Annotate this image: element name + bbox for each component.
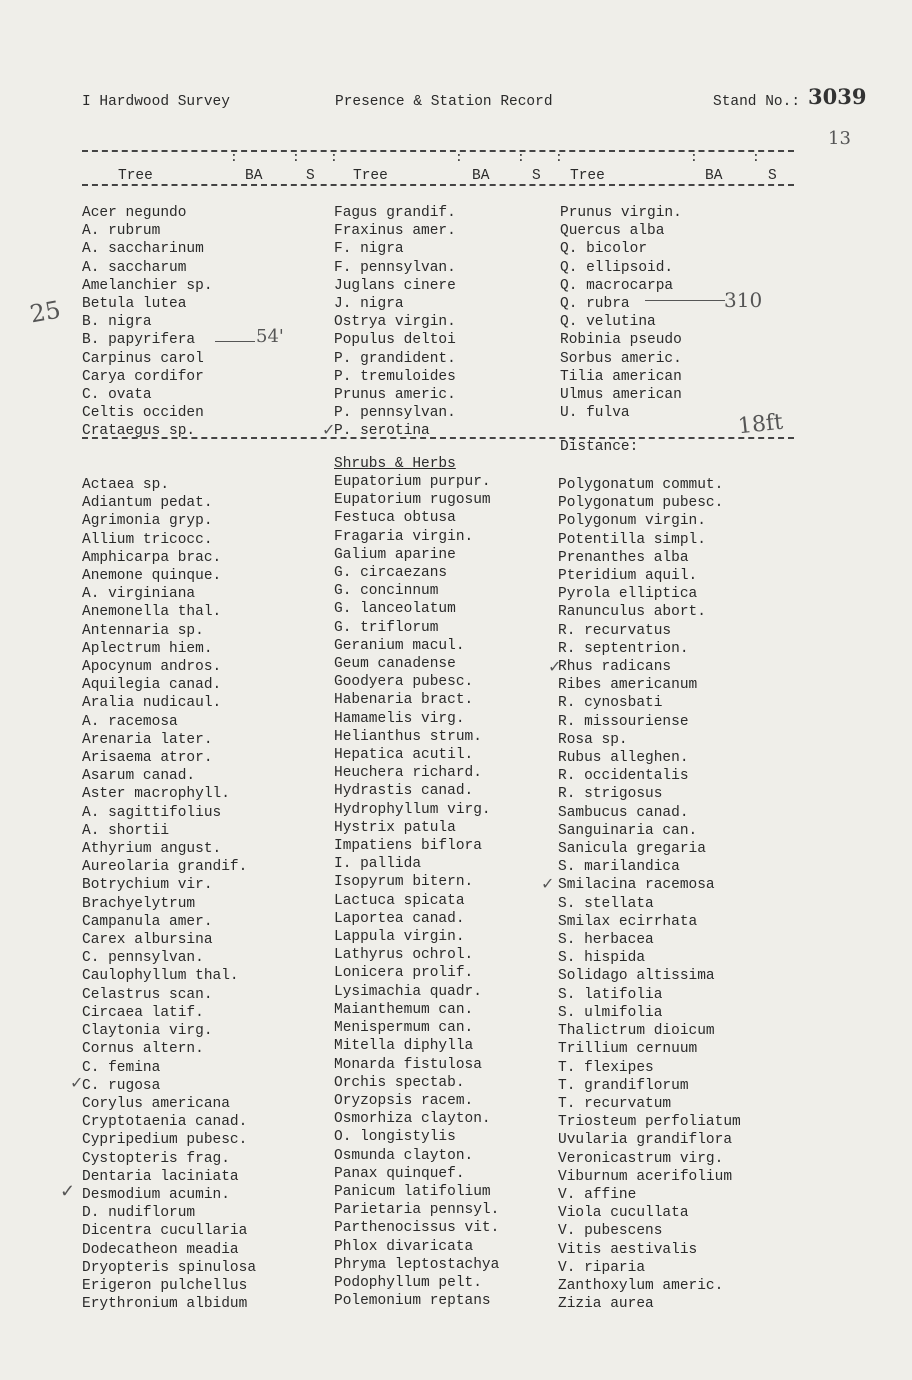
col-header-s-2: S bbox=[532, 168, 541, 184]
species-entry: Anemone quinque. bbox=[82, 568, 222, 585]
species-entry: Sambucus canad. bbox=[558, 804, 689, 821]
species-entry: Caulophyllum thal. bbox=[82, 968, 239, 985]
species-entry: Zizia aurea bbox=[558, 1296, 654, 1313]
species-entry: V. affine bbox=[558, 1186, 637, 1203]
species-entry: Campanula amer. bbox=[82, 913, 213, 930]
page-mark: 13 bbox=[828, 128, 851, 149]
species-entry: J. nigra bbox=[334, 296, 404, 313]
species-entry: Fragaria virgin. bbox=[334, 528, 474, 545]
species-entry: Q. ellipsoid. bbox=[560, 259, 674, 276]
species-entry: Sorbus americ. bbox=[560, 350, 682, 367]
species-entry: A. rubrum bbox=[82, 223, 161, 240]
species-entry: A. racemosa bbox=[82, 713, 178, 730]
species-entry: A. shortii bbox=[82, 822, 170, 839]
species-entry: Polygonum virgin. bbox=[558, 513, 706, 530]
species-entry: Acer negundo bbox=[82, 205, 187, 221]
header-rule-top bbox=[82, 150, 794, 152]
species-entry: Ulmus american bbox=[560, 387, 682, 404]
col-colon: : bbox=[292, 150, 300, 165]
species-entry: Crataegus sp. bbox=[82, 423, 196, 440]
species-entry: Galium aparine bbox=[334, 546, 456, 563]
species-entry: Vitis aestivalis bbox=[558, 1241, 698, 1258]
species-entry: Triosteum perfoliatum bbox=[558, 1114, 741, 1131]
stand-number: 3039 bbox=[808, 84, 867, 109]
species-entry: Allium tricocc. bbox=[82, 531, 213, 548]
species-entry: G. concinnum bbox=[334, 583, 439, 600]
species-entry: C. pennsylvan. bbox=[82, 950, 204, 967]
stand-label: Stand No.: bbox=[713, 94, 801, 110]
margin-note: 25 bbox=[27, 295, 63, 329]
col-header-ba-2: BA bbox=[472, 168, 490, 184]
species-entry: Rubus alleghen. bbox=[558, 750, 689, 767]
species-entry: Dentaria laciniata bbox=[82, 1168, 239, 1185]
species-entry: Rhus radicans bbox=[558, 659, 672, 676]
species-entry: Polemonium reptans bbox=[334, 1293, 491, 1310]
species-entry: Hydrophyllum virg. bbox=[334, 801, 491, 818]
species-entry: Eupatorium purpur. bbox=[334, 474, 491, 490]
species-entry: Betula lutea bbox=[82, 296, 187, 313]
species-entry: Smilacina racemosa bbox=[558, 877, 715, 894]
species-entry: Heuchera richard. bbox=[334, 765, 482, 782]
species-entry: Podophyllum pelt. bbox=[334, 1274, 482, 1291]
species-entry: R. missouriense bbox=[558, 713, 689, 730]
species-entry: Arenaria later. bbox=[82, 731, 213, 748]
species-entry: Eupatorium rugosum bbox=[334, 492, 491, 509]
species-entry: Oryzopsis racem. bbox=[334, 1092, 474, 1109]
species-entry: P. serotina bbox=[334, 423, 430, 440]
species-entry: U. fulva bbox=[560, 405, 630, 422]
species-entry: Hystrix patula bbox=[334, 819, 456, 836]
species-entry: V. pubescens bbox=[558, 1223, 663, 1240]
species-entry: Aplectrum hiem. bbox=[82, 640, 213, 657]
species-entry: Phryma leptostachya bbox=[334, 1256, 500, 1273]
species-entry: Aureolaria grandif. bbox=[82, 859, 248, 876]
species-entry: A. saccharinum bbox=[82, 241, 204, 258]
species-entry: Sanicula gregaria bbox=[558, 841, 706, 858]
species-entry: Aquilegia canad. bbox=[82, 677, 222, 694]
tree-list-1 bbox=[82, 204, 213, 441]
col-header-tree-3: Tree bbox=[570, 168, 605, 184]
col-header-s-1: S bbox=[306, 168, 315, 184]
species-entry: Agrimonia gryp. bbox=[82, 513, 213, 530]
species-entry: Celastrus scan. bbox=[82, 986, 213, 1003]
col-header-s-3: S bbox=[768, 168, 777, 184]
species-entry: Trillium cernuum bbox=[558, 1041, 698, 1058]
species-entry: Orchis spectab. bbox=[334, 1074, 465, 1091]
species-entry: Fagus grandif. bbox=[334, 205, 456, 221]
species-entry: Rosa sp. bbox=[558, 731, 628, 748]
species-entry: I. pallida bbox=[334, 856, 422, 873]
species-entry: Cypripedium pubesc. bbox=[82, 1132, 248, 1149]
species-entry: Zanthoxylum americ. bbox=[558, 1277, 724, 1294]
species-entry: Prunus americ. bbox=[334, 387, 456, 404]
species-entry: Populus deltoi bbox=[334, 332, 456, 349]
species-entry: Brachyelytrum bbox=[82, 895, 196, 912]
species-entry: Hamamelis virg. bbox=[334, 710, 465, 727]
species-entry: Q. bicolor bbox=[560, 241, 648, 258]
species-entry: B. papyrifera bbox=[82, 332, 196, 349]
species-entry: P. grandident. bbox=[334, 350, 456, 367]
species-entry: Isopyrum bitern. bbox=[334, 874, 474, 891]
tree-section-rule bbox=[82, 437, 794, 439]
species-entry: T. grandiflorum bbox=[558, 1077, 689, 1094]
species-entry: R. cynosbati bbox=[558, 695, 663, 712]
species-entry: Mitella diphylla bbox=[334, 1038, 474, 1055]
species-entry: Apocynum andros. bbox=[82, 659, 222, 676]
species-entry: Arisaema atror. bbox=[82, 750, 213, 767]
species-entry: Lonicera prolif. bbox=[334, 965, 474, 982]
species-entry: C. femina bbox=[82, 1059, 161, 1076]
species-entry: A. virginiana bbox=[82, 586, 196, 603]
species-entry: Laportea canad. bbox=[334, 910, 465, 927]
species-entry: Aster macrophyll. bbox=[82, 786, 230, 803]
species-entry: Erythronium albidum bbox=[82, 1296, 248, 1313]
species-entry: S. ulmifolia bbox=[558, 1004, 663, 1021]
species-entry: S. hispida bbox=[558, 950, 646, 967]
species-entry: Panicum latifolium bbox=[334, 1183, 491, 1200]
species-entry: Q. macrocarpa bbox=[560, 277, 674, 294]
species-entry: Lappula virgin. bbox=[334, 929, 465, 946]
species-entry: Dryopteris spinulosa bbox=[82, 1259, 257, 1276]
species-entry: F. nigra bbox=[334, 241, 404, 258]
species-entry: G. lanceolatum bbox=[334, 601, 456, 618]
col-colon: : bbox=[690, 150, 698, 165]
species-entry: Tilia american bbox=[560, 368, 682, 385]
species-entry: S. herbacea bbox=[558, 932, 654, 949]
species-entry: Juglans cinere bbox=[334, 277, 456, 294]
species-entry: Veronicastrum virg. bbox=[558, 1150, 724, 1167]
species-entry: Ranunculus abort. bbox=[558, 604, 706, 621]
species-entry: P. pennsylvan. bbox=[334, 405, 456, 422]
species-entry: Monarda fistulosa bbox=[334, 1056, 482, 1073]
species-entry: Geum canadense bbox=[334, 656, 456, 673]
species-entry: Carex albursina bbox=[82, 932, 213, 949]
species-entry: Corylus americana bbox=[82, 1095, 230, 1112]
header-rule-bottom bbox=[82, 184, 794, 186]
species-entry: Celtis occiden bbox=[82, 405, 204, 422]
species-entry: Botrychium vir. bbox=[82, 877, 213, 894]
check-mark-icon: ✓ bbox=[322, 420, 336, 439]
col-colon: : bbox=[455, 150, 463, 165]
species-entry: R. strigosus bbox=[558, 786, 663, 803]
species-entry: Desmodium acumin. bbox=[82, 1186, 230, 1203]
species-entry: Prunus virgin. bbox=[560, 205, 682, 221]
species-entry: Quercus alba bbox=[560, 223, 665, 240]
herb-list-3 bbox=[558, 476, 741, 1313]
species-entry: V. riparia bbox=[558, 1259, 646, 1276]
species-entry: Panax quinquef. bbox=[334, 1165, 465, 1182]
species-entry: F. pennsylvan. bbox=[334, 259, 456, 276]
species-entry: Viburnum acerifolium bbox=[558, 1168, 733, 1185]
species-entry: Lathyrus ochrol. bbox=[334, 947, 474, 964]
species-entry: T. recurvatum bbox=[558, 1095, 672, 1112]
species-entry: Fraxinus amer. bbox=[334, 223, 456, 240]
species-entry: Claytonia virg. bbox=[82, 1023, 213, 1040]
species-entry: S. latifolia bbox=[558, 986, 663, 1003]
species-entry: Menispermum can. bbox=[334, 1020, 474, 1037]
annotation-line bbox=[215, 341, 255, 342]
species-entry: Polygonatum commut. bbox=[558, 477, 724, 493]
check-mark-icon: ✓ bbox=[60, 1181, 76, 1202]
species-entry: Dodecatheon meadia bbox=[82, 1241, 239, 1258]
species-entry: Antennaria sp. bbox=[82, 622, 204, 639]
species-entry: Athyrium angust. bbox=[82, 841, 222, 858]
species-entry: Parietaria pennsyl. bbox=[334, 1202, 500, 1219]
col-header-ba-3: BA bbox=[705, 168, 723, 184]
col-header-tree-2: Tree bbox=[353, 168, 388, 184]
col-colon: : bbox=[517, 150, 525, 165]
species-entry: R. occidentalis bbox=[558, 768, 689, 785]
species-entry: Smilax ecirrhata bbox=[558, 913, 698, 930]
species-entry: Hepatica acutil. bbox=[334, 747, 474, 764]
shrubs-herbs-title: Shrubs & Herbs bbox=[334, 456, 456, 472]
species-entry: R. recurvatus bbox=[558, 622, 672, 639]
species-entry: C. rugosa bbox=[82, 1077, 161, 1094]
species-entry: Polygonatum pubesc. bbox=[558, 495, 724, 512]
species-entry: Uvularia grandiflora bbox=[558, 1132, 733, 1149]
species-entry: Potentilla simpl. bbox=[558, 531, 706, 548]
species-entry: Prenanthes alba bbox=[558, 549, 689, 566]
species-entry: T. flexipes bbox=[558, 1059, 654, 1076]
species-entry: A. sagittifolius bbox=[82, 804, 222, 821]
species-entry: G. circaezans bbox=[334, 565, 448, 582]
species-entry: Phlox divaricata bbox=[334, 1238, 474, 1255]
species-entry: Ribes americanum bbox=[558, 677, 698, 694]
species-entry: Erigeron pulchellus bbox=[82, 1277, 248, 1294]
species-entry: G. triflorum bbox=[334, 619, 439, 636]
species-entry: Helianthus strum. bbox=[334, 728, 482, 745]
species-entry: Cystopteris frag. bbox=[82, 1150, 230, 1167]
species-entry: S. marilandica bbox=[558, 859, 680, 876]
col-colon: : bbox=[230, 150, 238, 165]
papyrifera-note: 54' bbox=[256, 326, 284, 347]
annotation-line bbox=[645, 300, 725, 301]
species-entry: Pteridium aquil. bbox=[558, 568, 698, 585]
survey-title: I Hardwood Survey bbox=[82, 94, 230, 110]
species-entry: B. nigra bbox=[82, 314, 152, 331]
tree-list-3 bbox=[560, 204, 682, 422]
species-entry: Cryptotaenia canad. bbox=[82, 1114, 248, 1131]
distance-note: 18ft bbox=[736, 409, 785, 440]
check-mark-icon: ✓ bbox=[548, 657, 562, 676]
species-entry: Hydrastis canad. bbox=[334, 783, 474, 800]
tree-list-2 bbox=[334, 204, 456, 441]
species-entry: Robinia pseudo bbox=[560, 332, 682, 349]
species-entry: Q. velutina bbox=[560, 314, 656, 331]
species-entry: Cornus altern. bbox=[82, 1041, 204, 1058]
species-entry: Amphicarpa brac. bbox=[82, 549, 222, 566]
species-entry: Impatiens biflora bbox=[334, 838, 482, 855]
species-entry: Carya cordifor bbox=[82, 368, 204, 385]
species-entry: O. longistylis bbox=[334, 1129, 456, 1146]
species-entry: S. stellata bbox=[558, 895, 654, 912]
species-entry: Dicentra cucullaria bbox=[82, 1223, 248, 1240]
species-entry: Anemonella thal. bbox=[82, 604, 222, 621]
col-header-ba-1: BA bbox=[245, 168, 263, 184]
species-entry: Amelanchier sp. bbox=[82, 277, 213, 294]
species-entry: Osmunda clayton. bbox=[334, 1147, 474, 1164]
species-entry: Parthenocissus vit. bbox=[334, 1220, 500, 1237]
col-colon: : bbox=[330, 150, 338, 165]
species-entry: D. nudiflorum bbox=[82, 1205, 196, 1222]
species-entry: R. septentrion. bbox=[558, 640, 689, 657]
species-entry: Habenaria bract. bbox=[334, 692, 474, 709]
herb-list-2 bbox=[334, 473, 499, 1310]
col-colon: : bbox=[752, 150, 760, 165]
species-entry: Ostrya virgin. bbox=[334, 314, 456, 331]
herb-list-1 bbox=[82, 476, 256, 1313]
species-entry: Actaea sp. bbox=[82, 477, 170, 493]
species-entry: Carpinus carol bbox=[82, 350, 204, 367]
species-entry: Viola cucullata bbox=[558, 1205, 689, 1222]
species-entry: Osmorhiza clayton. bbox=[334, 1111, 491, 1128]
species-entry: Lactuca spicata bbox=[334, 892, 465, 909]
species-entry: A. saccharum bbox=[82, 259, 187, 276]
species-entry: P. tremuloides bbox=[334, 368, 456, 385]
species-entry: Thalictrum dioicum bbox=[558, 1023, 715, 1040]
species-entry: Q. rubra bbox=[560, 296, 630, 313]
species-entry: Pyrola elliptica bbox=[558, 586, 698, 603]
distance-label: Distance: bbox=[560, 439, 639, 455]
check-mark-icon: ✓ bbox=[541, 874, 555, 893]
form-title: Presence & Station Record bbox=[335, 94, 553, 110]
species-entry: Goodyera pubesc. bbox=[334, 674, 474, 691]
species-entry: Sanguinaria can. bbox=[558, 822, 698, 839]
species-entry: Circaea latif. bbox=[82, 1004, 204, 1021]
rubra-note: 310 bbox=[724, 288, 763, 312]
species-entry: Festuca obtusa bbox=[334, 510, 456, 527]
species-entry: Maianthemum can. bbox=[334, 1001, 474, 1018]
species-entry: Lysimachia quadr. bbox=[334, 983, 482, 1000]
species-entry: Adiantum pedat. bbox=[82, 495, 213, 512]
col-colon: : bbox=[555, 150, 563, 165]
species-entry: Solidago altissima bbox=[558, 968, 715, 985]
species-entry: C. ovata bbox=[82, 387, 152, 404]
check-mark-icon: ✓ bbox=[70, 1073, 84, 1092]
species-entry: Geranium macul. bbox=[334, 637, 465, 654]
species-entry: Aralia nudicaul. bbox=[82, 695, 222, 712]
col-header-tree-1: Tree bbox=[118, 168, 153, 184]
species-entry: Asarum canad. bbox=[82, 768, 196, 785]
